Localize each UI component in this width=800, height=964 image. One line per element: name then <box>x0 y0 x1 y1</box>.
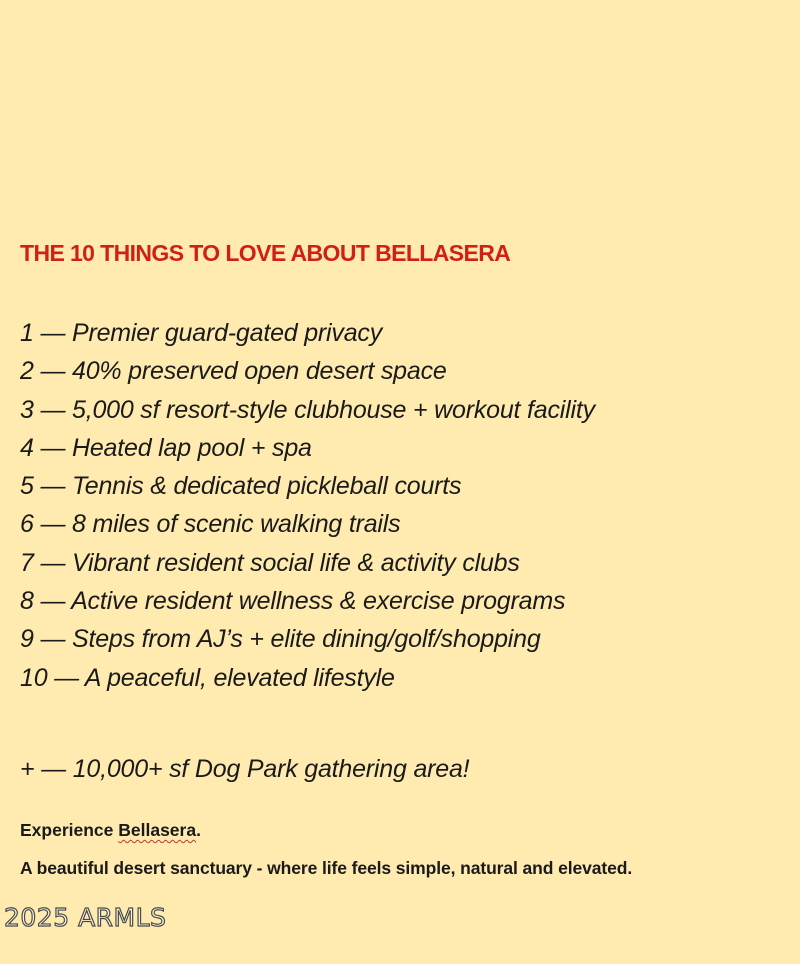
features-list <box>20 314 595 697</box>
list-item: 9 — Steps from AJ’s + elite dining/golf/shopping <box>20 625 541 654</box>
list-item: 5 — Tennis & dedicated pickleball courts <box>20 472 462 501</box>
list-item: 6 — 8 miles of scenic walking trails <box>20 510 401 539</box>
tagline-suffix: . <box>196 820 201 840</box>
list-item: 2 — 40% preserved open desert space <box>20 357 447 386</box>
list-item: 3 — 5,000 sf resort-style clubhouse + workout facility <box>20 395 595 424</box>
list-item: 8 — Active resident wellness & exercise programs <box>20 587 566 616</box>
list-item: 10 — A peaceful, elevated lifestyle <box>20 663 395 692</box>
tagline-brand: Bellasera <box>118 820 197 840</box>
list-item: 7 — Vibrant resident social life & activity clubs <box>20 548 520 577</box>
list-item: 4 — Heated lap pool + spa <box>20 433 312 462</box>
tagline <box>20 820 201 841</box>
bonus-item: + — 10,000+ sf Dog Park gathering area! <box>20 755 470 783</box>
list-item: 1 — Premier guard-gated privacy <box>20 319 383 347</box>
tagline-prefix: Experience <box>20 820 119 840</box>
subtagline: A beautiful desert sanctuary - where life feels simple, natural and elevated. <box>20 858 633 878</box>
watermark: 2025 ARMLS <box>4 903 167 932</box>
page-title: THE 10 THINGS TO LOVE ABOUT BELLASERA <box>20 240 511 266</box>
